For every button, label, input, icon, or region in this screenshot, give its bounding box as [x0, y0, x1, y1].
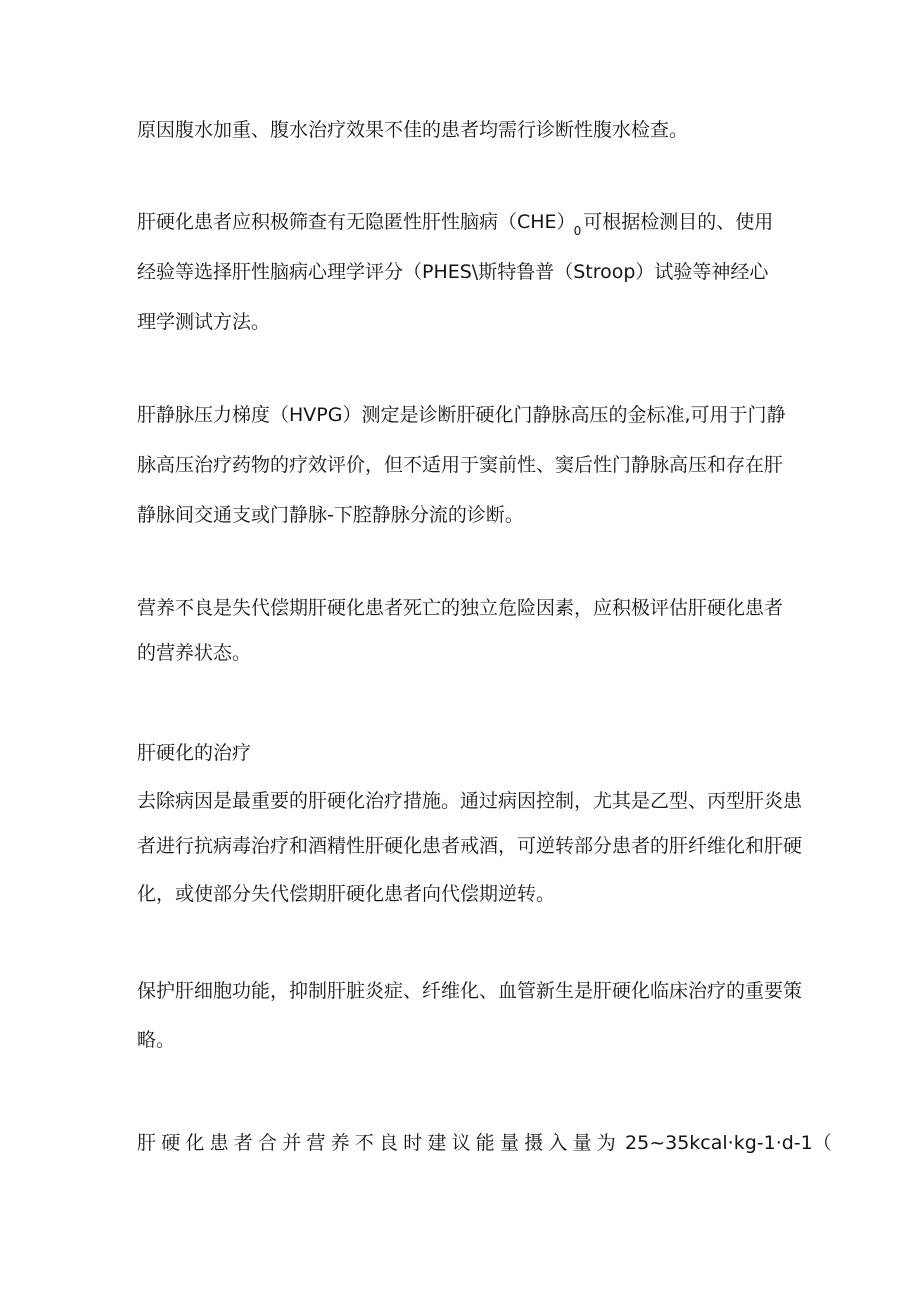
paragraph-line: 化，或使部分失代偿期肝硬化患者向代偿期逆转。: [137, 883, 556, 905]
paragraph-line: 略。: [137, 1029, 176, 1051]
text-run: 可根据检测目的、使用: [583, 211, 774, 233]
paragraph-line: 营养不良是失代偿期肝硬化患者死亡的独立危险因素，应积极评估肝硬化患者: [137, 597, 784, 619]
subscript-text: 0: [573, 224, 582, 238]
text-run: 肝硬化患者应积极筛查有无隐匿性肝性脑病（CHE）: [137, 211, 576, 233]
paragraph-line: 脉高压治疗药物的疗效评价，但不适用于窦前性、窦后性门静脉高压和存在肝: [137, 454, 784, 476]
text-run: 肝硬化患者合并营养不良时建议能量摄入量为: [137, 1132, 622, 1154]
paragraph-line: 保护肝细胞功能，抑制肝脏炎症、纤维化、血管新生是肝硬化临床治疗的重要策: [137, 980, 803, 1002]
paragraph-line: [137, 209, 773, 237]
paragraph-line: [137, 1130, 832, 1156]
paragraph-line: 去除病因是最重要的肝硬化治疗措施。通过病因控制，尤其是乙型、丙型肝炎患: [137, 790, 803, 812]
paragraph-line: 静脉间交通支或门静脉-下腔静脉分流的诊断。: [137, 504, 524, 526]
paragraph-line: 者进行抗病毒治疗和酒精性肝硬化患者戒酒，可逆转部分患者的肝纤维化和肝硬: [137, 835, 803, 857]
paragraph-line: 理学测试方法。: [137, 311, 271, 333]
section-heading: 肝硬化的治疗: [137, 742, 252, 764]
paragraph-line: 原因腹水加重、腹水治疗效果不佳的患者均需行诊断性腹水检查。: [137, 119, 689, 141]
paragraph-line: 肝静脉压力梯度（HVPG）测定是诊断肝硬化门静脉高压的金标准,可用于门静: [137, 404, 786, 426]
paragraph-line: 的营养状态。: [137, 642, 252, 664]
text-run: 25~35kcal·kg-1·d-1（: [625, 1132, 832, 1154]
paragraph-line: 经验等选择肝性脑病心理学评分（PHES\斯特鲁普（Stroop）试验等神经心: [137, 261, 769, 283]
